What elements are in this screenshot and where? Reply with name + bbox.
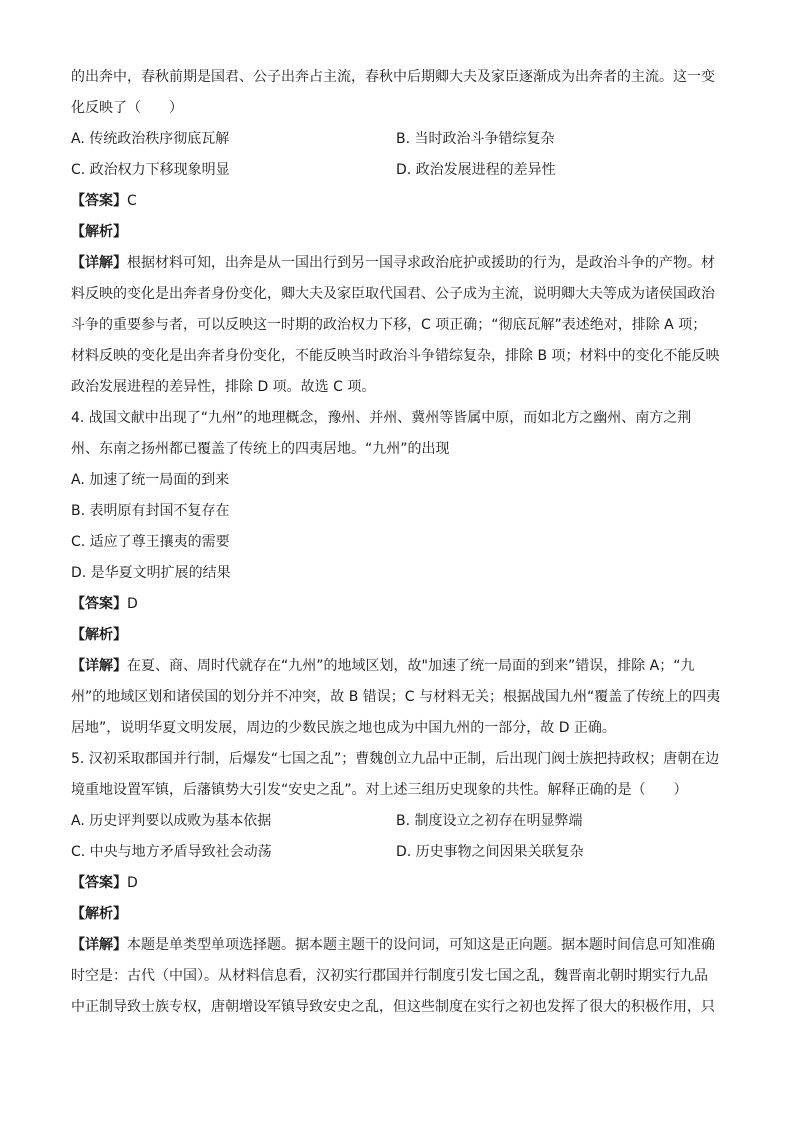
q3-answer-label: 【答案】 <box>71 193 127 209</box>
q3-option-d: D. 政治发展进程的差异性 <box>396 162 556 178</box>
q5-stem-line-1: 5. 汉初采取郡国并行制，后爆发“七国之乱”；曹魏创立九品中正制，后出现门阀士族把持政权；唐朝在边 <box>71 751 720 767</box>
q4-detail-line-2: 州”的地域区划和诸侯国的划分并不冲突，故 B 错误；C 与材料无关；根据战国九州“覆盖了传统上的四夷 <box>71 689 721 705</box>
q3-option-c: C. 政治权力下移现象明显 <box>71 162 230 178</box>
document-page <box>71 62 723 1023</box>
q4-option-d: D. 是华夏文明扩展的结果 <box>71 565 231 581</box>
q5-detail-line-1 <box>71 930 723 961</box>
q4-option-a: A. 加速了统一局面的到来 <box>71 472 230 488</box>
q3-detail-line-4: 材料反映的变化是出奔者身份变化，不能反映当时政治斗争错综复杂，排除 B 项；材料中的变化不能反映 <box>71 348 720 364</box>
q3-options-row-2 <box>71 155 723 186</box>
q5-options-row-2 <box>71 837 723 868</box>
q4-analysis <box>71 620 723 651</box>
q4-answer-value: D <box>127 596 138 612</box>
q5-option-c: C. 中央与地方矛盾导致社会动荡 <box>71 844 272 860</box>
q5-detail-line-2: 时空是：古代（中国）。从材料信息看，汉初实行郡国并行制度引发七国之乱，魏晋南北朝时期实行九品 <box>71 968 708 984</box>
q3-detail-line-5: 政治发展进程的差异性，排除 D 项。故选 C 项。 <box>71 379 376 395</box>
q5-options-row-1 <box>71 806 723 837</box>
q3-option-b: B. 当时政治斗争错综复杂 <box>396 131 555 147</box>
q5-option-a: A. 历史评判要以成败为基本依据 <box>71 813 272 829</box>
q4-detail-line-1 <box>71 651 723 682</box>
q3-detail-label: 【详解】 <box>71 255 127 271</box>
q4-stem-line-2: 州、东南之扬州都已覆盖了传统上的四夷居地。“九州”的出现 <box>71 441 450 457</box>
q4-detail-line-3: 居地”，说明华夏文明发展，周边的少数民族之地也成为中国九州的一部分，故 D 正确。 <box>71 720 616 736</box>
q4-stem-line-1: 4. 战国文献中出现了“九州”的地理概念，豫州、并州、冀州等皆属中原，而如北方之幽州、南方之荆 <box>71 410 692 426</box>
q4-answer-label: 【答案】 <box>71 596 127 612</box>
q3-detail-line-2: 料反映的变化是出奔者身份变化，卿大夫及家臣取代国君、公子成为主流，说明卿大夫等成为诸侯国政治 <box>71 286 715 302</box>
q4-analysis-label: 【解析】 <box>71 627 127 643</box>
q3-answer <box>71 186 723 217</box>
q4-option-c: C. 适应了尊王攘夷的需要 <box>71 534 230 550</box>
q4-answer <box>71 589 723 620</box>
q5-answer-value: D <box>127 875 138 891</box>
q5-analysis <box>71 899 723 930</box>
q3-detail-text-1: 根据材料可知，出奔是从一国出行到另一国寻求政治庇护或援助的行为，是政治斗争的产物。材 <box>127 255 715 271</box>
q3-option-a: A. 传统政治秩序彻底瓦解 <box>71 131 230 147</box>
q5-detail-text-1: 本题是单类型单项选择题。据本题主题干的设问词，可知这是正向题。据本题时间信息可知准确 <box>127 937 715 953</box>
q3-answer-value: C <box>127 193 137 209</box>
q4-detail-text-1: 在夏、商、周时代就存在“九州”的地域区划，故"加速了统一局面的到来”错误，排除 A；“九 <box>127 658 695 674</box>
q4-detail-label: 【详解】 <box>71 658 127 674</box>
q5-option-d: D. 历史事物之间因果关联复杂 <box>396 844 584 860</box>
q3-detail-line-3: 斗争的重要参与者，可以反映这一时期的政治权力下移，C 项正确；“彻底瓦解”表述绝对，排除 A 项； <box>71 317 707 333</box>
q3-options-row-1 <box>71 124 723 155</box>
q3-stem-line-1: 的出奔中，春秋前期是国君、公子出奔占主流，春秋中后期卿大夫及家臣逐渐成为出奔者的主流。这一变 <box>71 69 715 85</box>
q5-detail-label: 【详解】 <box>71 937 127 953</box>
q3-analysis-label: 【解析】 <box>71 224 127 240</box>
q5-stem-line-2: 境重地设置军镇，后藩镇势大引发“安史之乱”。对上述三组历史现象的共性。解释正确的是（ ） <box>71 782 688 798</box>
q5-option-b: B. 制度设立之初存在明显弊端 <box>396 813 583 829</box>
q5-detail-line-3: 中正制导致士族专权，唐朝增设军镇导致安史之乱，但这些制度在实行之初也发挥了很大的积极作用，只 <box>71 999 715 1015</box>
q5-analysis-label: 【解析】 <box>71 906 127 922</box>
q3-analysis <box>71 217 723 248</box>
q5-answer <box>71 868 723 899</box>
q5-answer-label: 【答案】 <box>71 875 127 891</box>
q3-stem-line-2: 化反映了（ ） <box>71 100 183 116</box>
q3-detail-line-1 <box>71 248 723 279</box>
q4-option-b: B. 表明原有封国不复存在 <box>71 503 230 519</box>
